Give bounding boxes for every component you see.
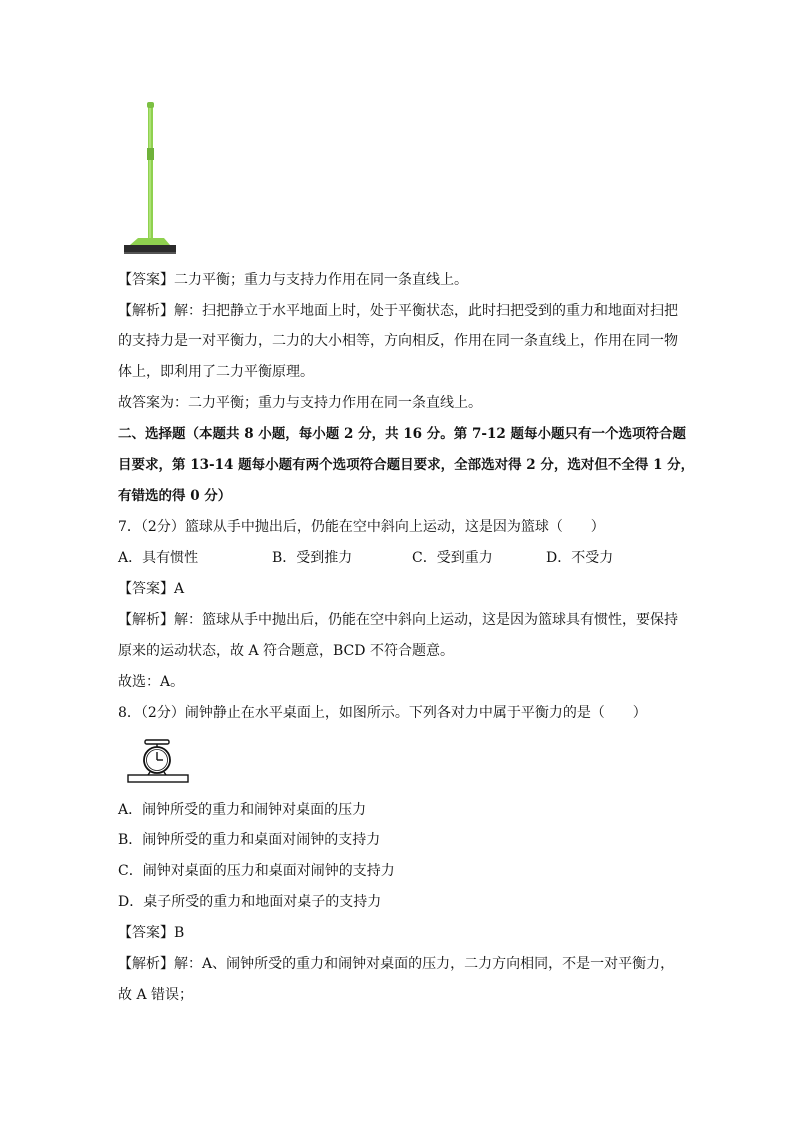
conclusion-line: 故答案为：二力平衡；重力与支持力作用在同一条直线上。 [118, 395, 482, 411]
section-heading-line-1: 二、选择题（本题共 8 小题，每小题 2 分，共 16 分。第 7-12 题每小题只有一个选项符合题 [118, 426, 686, 442]
q7-option-d: D．不受力 [546, 550, 614, 566]
q8-answer: 【答案】B [118, 925, 185, 941]
q7-conclusion: 故选：A。 [118, 674, 185, 690]
analysis-line-2: 的支持力是一对平衡力，二力的大小相等，方向相反，作用在同一条直线上，作用在同一物 [118, 333, 678, 349]
answer-line: 【答案】二力平衡；重力与支持力作用在同一条直线上。 [118, 272, 468, 288]
q7-analysis-line-2: 原来的运动状态，故 A 符合题意，BCD 不符合题意。 [118, 643, 454, 659]
q8-option-a: A．闹钟所受的重力和闹钟对桌面的压力 [118, 802, 367, 818]
alarm-clock-figure [122, 738, 194, 784]
analysis-line-3: 体上，即利用了二力平衡原理。 [118, 364, 314, 380]
q8-analysis-line-2: 故 A 错误； [118, 987, 194, 1003]
q8-stem: 8．（2分）闹钟静止在水平桌面上，如图所示。下列各对力中属于平衡力的是（ ） [118, 705, 647, 721]
q7-option-c: C．受到重力 [412, 550, 493, 566]
mop-figure [122, 100, 178, 254]
q7-analysis-line-1: 【解析】解：篮球从手中抛出后，仍能在空中斜向上运动，这是因为篮球具有惯性，要保持 [118, 612, 678, 628]
section-heading-line-3: 有错选的得 0 分） [118, 488, 232, 504]
q8-option-c: C．闹钟对桌面的压力和桌面对闹钟的支持力 [118, 863, 395, 879]
q8-analysis-line-1: 【解析】解：A、闹钟所受的重力和闹钟对桌面的压力，二力方向相同，不是一对平衡力， [118, 956, 675, 972]
q7-option-b: B．受到推力 [272, 550, 353, 566]
q7-answer: 【答案】A [118, 581, 185, 597]
q7-stem: 7．（2分）篮球从手中抛出后，仍能在空中斜向上运动，这是因为篮球（ ） [118, 519, 605, 535]
section-heading-line-2: 目要求，第 13-14 题每小题有两个选项符合题目要求，全部选对得 2 分，选对但不全得 1 分， [118, 457, 695, 473]
analysis-line-1: 【解析】解：扫把静立于水平地面上时，处于平衡状态，此时扫把受到的重力和地面对扫把 [118, 303, 678, 319]
q8-option-d: D．桌子所受的重力和地面对桌子的支持力 [118, 894, 382, 910]
q8-option-b: B．闹钟所受的重力和桌面对闹钟的支持力 [118, 832, 381, 848]
q7-option-a: A．具有惯性 [118, 550, 199, 566]
